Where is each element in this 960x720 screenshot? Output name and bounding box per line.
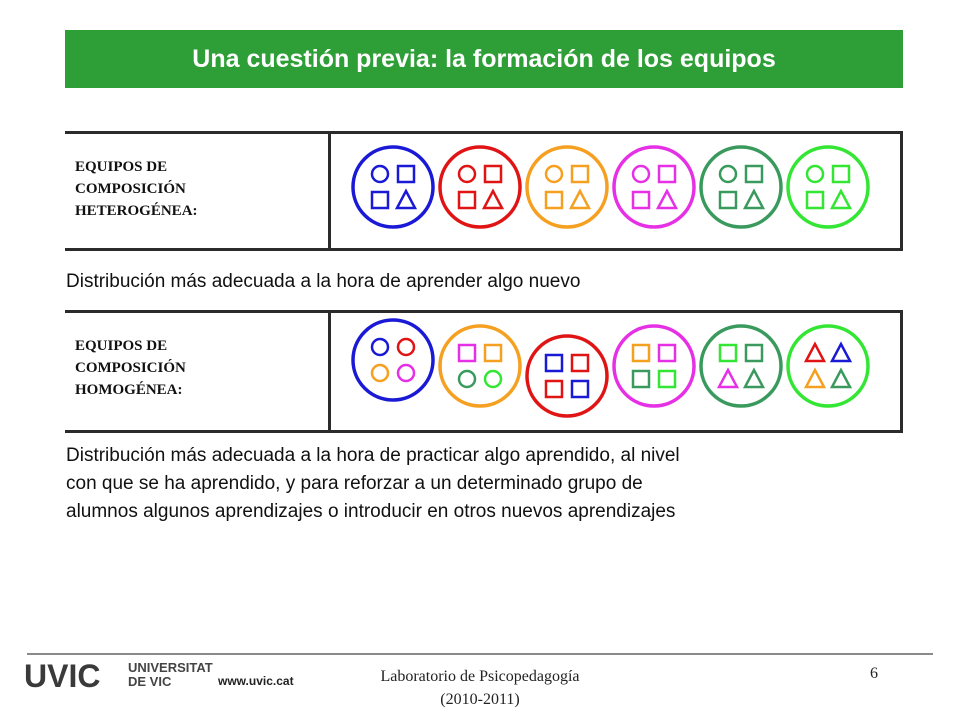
- member-square: [833, 166, 849, 182]
- member-square: [720, 192, 736, 208]
- member-square: [546, 192, 562, 208]
- member-triangle: [806, 344, 824, 361]
- team-group: [788, 326, 868, 406]
- member-square: [546, 355, 562, 371]
- team-ring: [701, 147, 781, 227]
- heterogeneous-label-cell: [65, 134, 331, 248]
- team-group: [440, 147, 520, 227]
- homogeneous-caption: [66, 442, 680, 526]
- team-group: [527, 336, 607, 416]
- heterogeneous-teams-diagram: [331, 134, 900, 248]
- member-square: [572, 355, 588, 371]
- page-number: 6: [870, 665, 878, 682]
- member-circle: [459, 166, 475, 182]
- member-circle: [398, 339, 414, 355]
- heterogeneous-label: [75, 156, 198, 222]
- member-square: [633, 371, 649, 387]
- label-line: HETEROGÉNEA:: [75, 203, 198, 219]
- course-year: (2010-2011): [440, 691, 520, 708]
- homogeneous-label: [75, 335, 186, 401]
- course-name: Laboratorio de Psicopedagogía: [380, 668, 580, 685]
- team-group: [353, 320, 433, 400]
- slide-title-bar: [65, 30, 903, 88]
- team-group: [614, 147, 694, 227]
- homogeneous-label-cell: [65, 313, 331, 430]
- member-circle: [633, 166, 649, 182]
- member-square: [459, 345, 475, 361]
- member-circle: [372, 365, 388, 381]
- team-ring: [788, 326, 868, 406]
- member-square: [572, 381, 588, 397]
- caption-line: Distribución más adecuada a la hora de practicar algo aprendido, al nivel: [66, 445, 680, 466]
- member-square: [746, 166, 762, 182]
- member-triangle: [484, 191, 502, 208]
- team-ring: [440, 147, 520, 227]
- member-triangle: [745, 191, 763, 208]
- member-triangle: [806, 370, 824, 387]
- heterogeneous-caption: [66, 268, 580, 296]
- member-circle: [720, 166, 736, 182]
- member-square: [659, 345, 675, 361]
- member-circle: [807, 166, 823, 182]
- team-group: [614, 326, 694, 406]
- member-circle: [485, 371, 501, 387]
- member-square: [485, 345, 501, 361]
- footer-divider: [27, 653, 933, 655]
- member-square: [546, 381, 562, 397]
- team-ring: [614, 147, 694, 227]
- team-group: [701, 147, 781, 227]
- caption-line: Distribución más adecuada a la hora de aprender algo nuevo: [66, 271, 581, 292]
- team-group: [701, 326, 781, 406]
- caption-line: con que se ha aprendido, y para reforzar a un determinado grupo de: [66, 473, 643, 494]
- member-square: [459, 192, 475, 208]
- member-circle: [546, 166, 562, 182]
- member-triangle: [745, 370, 763, 387]
- team-ring: [527, 147, 607, 227]
- member-circle: [372, 339, 388, 355]
- member-circle: [459, 371, 475, 387]
- member-triangle: [719, 370, 737, 387]
- member-square: [659, 371, 675, 387]
- team-ring: [353, 320, 433, 400]
- member-triangle: [658, 191, 676, 208]
- team-group: [527, 147, 607, 227]
- member-square: [807, 192, 823, 208]
- team-ring: [788, 147, 868, 227]
- member-triangle: [397, 191, 415, 208]
- caption-line: alumnos algunos aprendizajes o introducir en otros nuevos aprendizajes: [66, 501, 676, 522]
- member-square: [720, 345, 736, 361]
- member-square: [659, 166, 675, 182]
- member-triangle: [832, 191, 850, 208]
- team-group: [353, 147, 433, 227]
- member-square: [633, 345, 649, 361]
- member-square: [372, 192, 388, 208]
- member-triangle: [571, 191, 589, 208]
- member-square: [398, 166, 414, 182]
- heterogeneous-teams-box: [65, 131, 903, 251]
- university-name-line: DE VIC: [128, 674, 172, 689]
- label-line: EQUIPOS DE: [75, 159, 168, 175]
- slide-title: Una cuestión previa: la formación de los equipos: [192, 44, 776, 73]
- footer-course: [330, 665, 630, 711]
- team-ring: [353, 147, 433, 227]
- member-square: [746, 345, 762, 361]
- uvic-logo-icon: [24, 660, 128, 690]
- team-ring: [440, 326, 520, 406]
- homogeneous-teams-diagram: [331, 313, 900, 430]
- member-circle: [398, 365, 414, 381]
- label-line: COMPOSICIÓN: [75, 181, 186, 197]
- university-name-line: UNIVERSITAT: [128, 660, 213, 675]
- logo-wordmark: UVIC: [24, 660, 101, 690]
- homogeneous-teams-box: [65, 310, 903, 433]
- member-square: [572, 166, 588, 182]
- member-square: [485, 166, 501, 182]
- team-group: [440, 326, 520, 406]
- member-circle: [372, 166, 388, 182]
- team-ring: [527, 336, 607, 416]
- member-square: [633, 192, 649, 208]
- label-line: EQUIPOS DE: [75, 338, 168, 354]
- member-triangle: [832, 370, 850, 387]
- team-ring: [701, 326, 781, 406]
- team-ring: [614, 326, 694, 406]
- label-line: COMPOSICIÓN: [75, 360, 186, 376]
- website-url: www.uvic.cat: [218, 674, 294, 688]
- member-triangle: [832, 344, 850, 361]
- university-name: [128, 661, 213, 689]
- team-group: [788, 147, 868, 227]
- label-line: HOMOGÉNEA:: [75, 382, 183, 398]
